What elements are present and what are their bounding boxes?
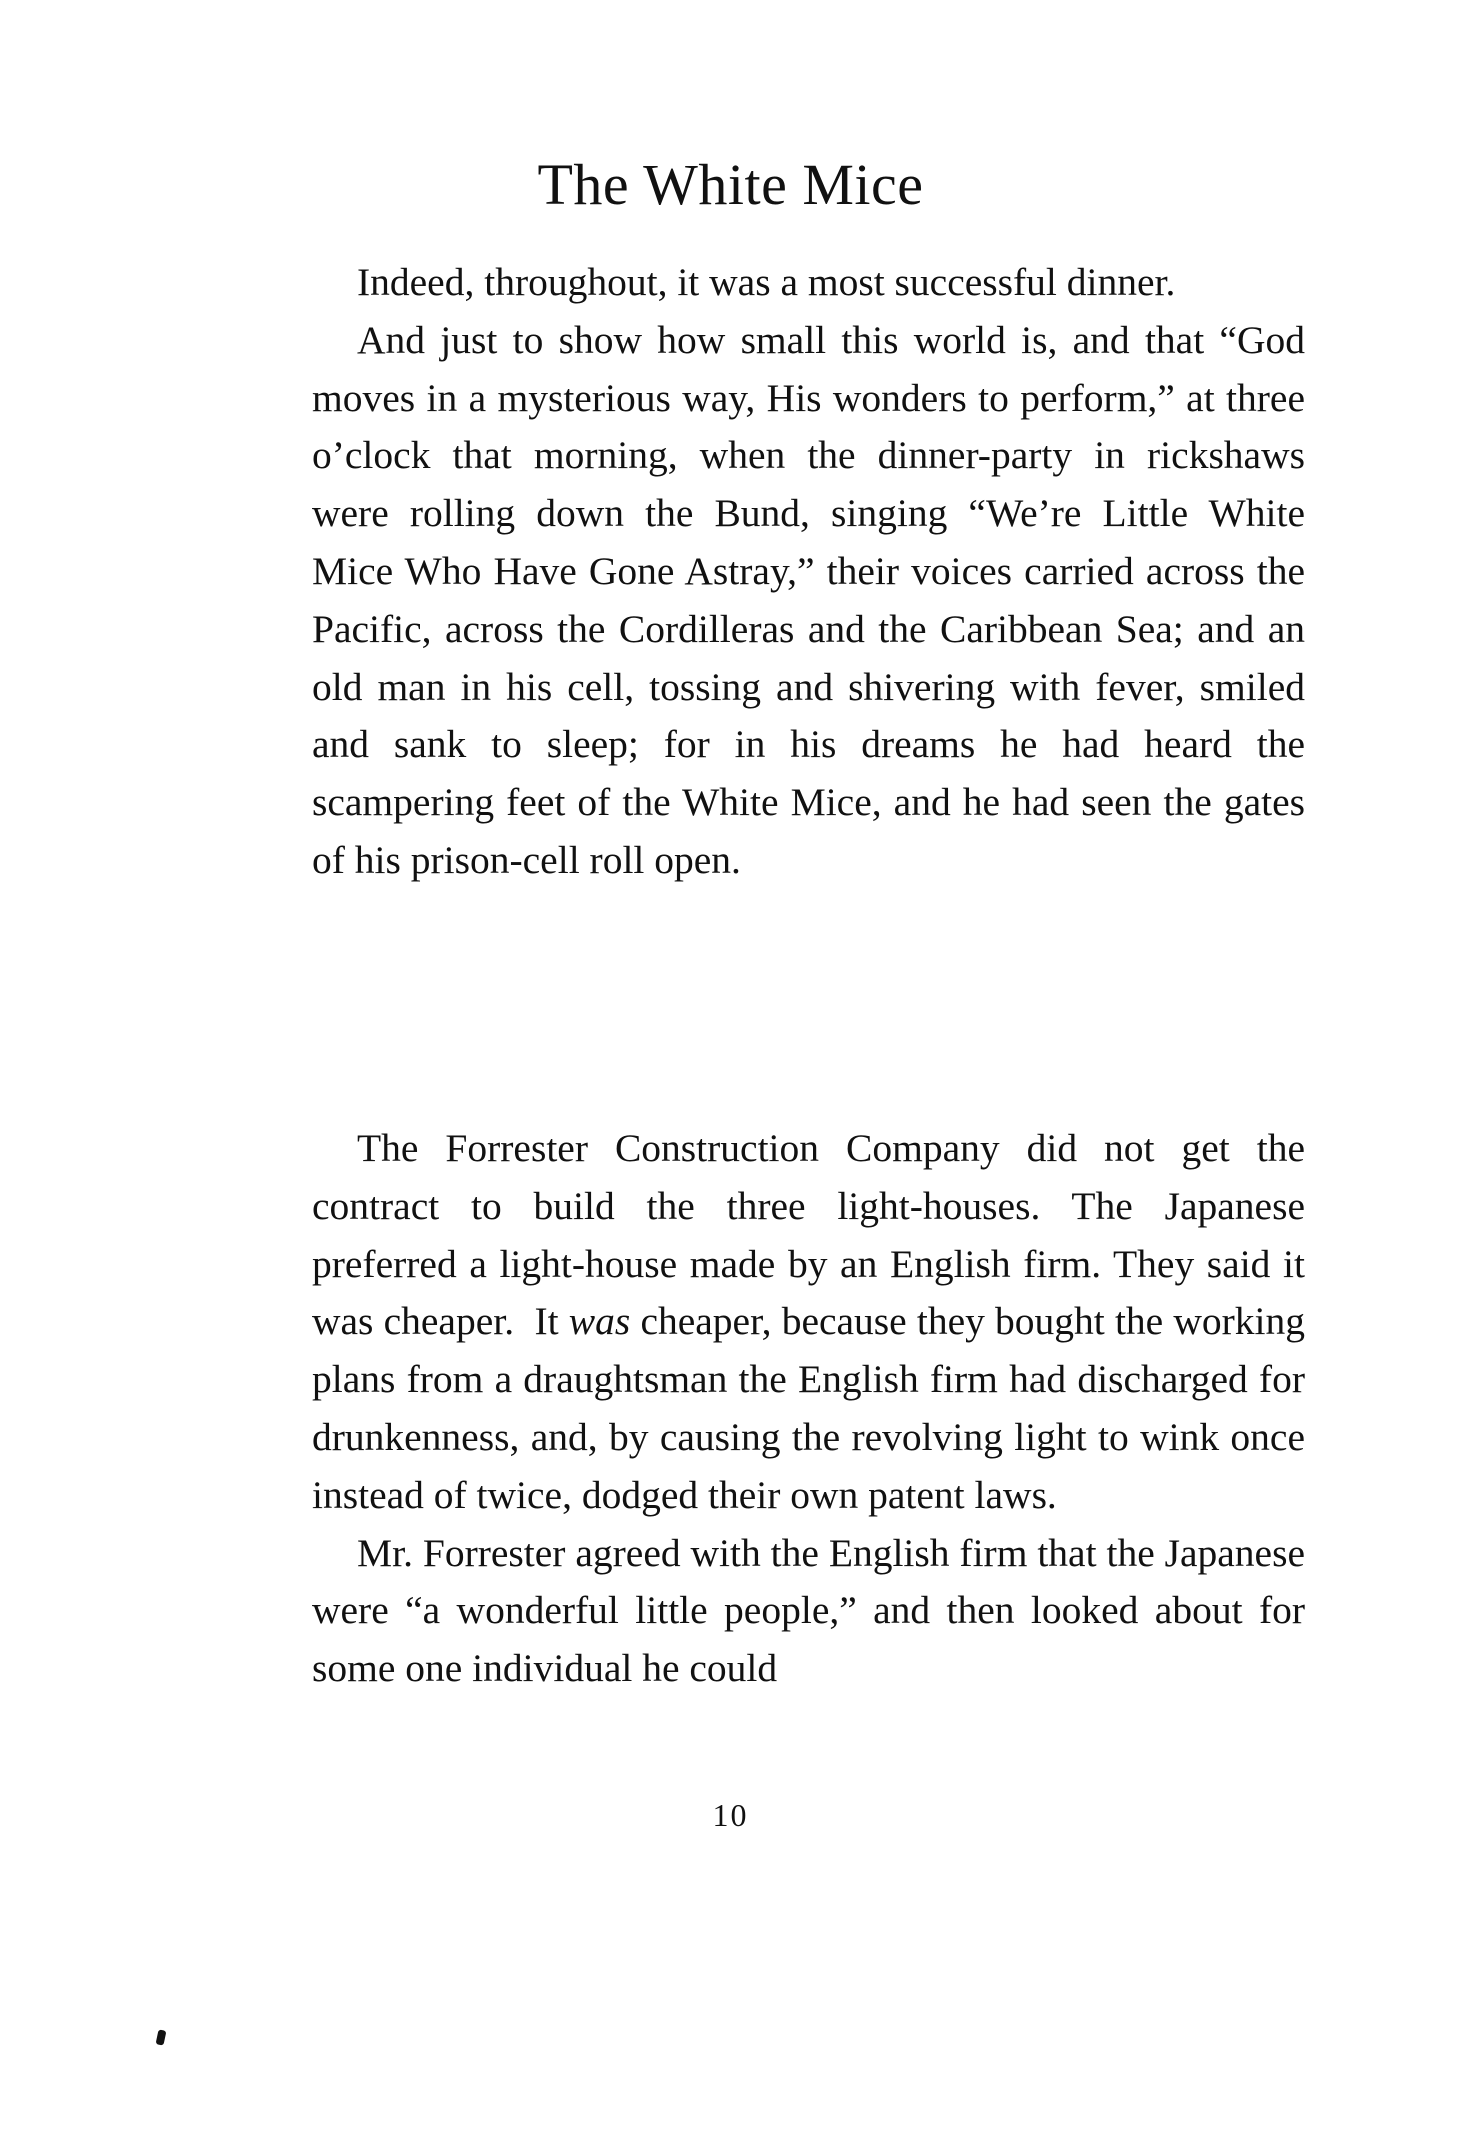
emphasis-was: was [568,1299,631,1344]
paragraph-1: Indeed, throughout, it was a most successful dinner. [357,260,1176,304]
paragraph-4: Mr. Forrester agreed with the English firm that the Japanese were “a wonderful little people,” and then looked about for some one individual he could [312,1530,1305,1691]
paragraph-3-it: It [534,1299,559,1344]
paragraph-3-continued: cheaper, because they bought the working plans from a draughtsman the English firm had discharged for drunkenness, and, by causing the revolving light to wink once instead of twice, dodged their own patent laws. [312,1299,1306,1517]
text-section-1 [312,254,1305,890]
page-title: The White Mice [537,152,924,217]
paragraph-3-text: The Forrester Construction Company did not get the contract to build the three light-houses. The Japanese preferred a light-house made by an English firm. They said it was cheaper. [312,1126,1305,1344]
paragraph-3 [312,1120,1305,1525]
paragraph-2: And just to show how small this world is, and that “God moves in a mysterious way, His wonders to perform,” at three o’clock that morning, when the dinner-party in rickshaws were rolling down the Bund, singing “We’re Little White Mice Who Have Gone Astray,” their voices carried across the Pacific, across the Cordilleras and the Caribbean Sea; and an old man in his cell, tossing and shivering with fever, smiled and sank to sleep; for in his dreams he had heard the scampering feet of the White Mice, and he had seen the gates of his prison-cell roll open. [312,317,1305,882]
ink-mark [156,2029,167,2045]
text-section-2 [312,1120,1305,1698]
page-number: 10 [712,1797,749,1833]
